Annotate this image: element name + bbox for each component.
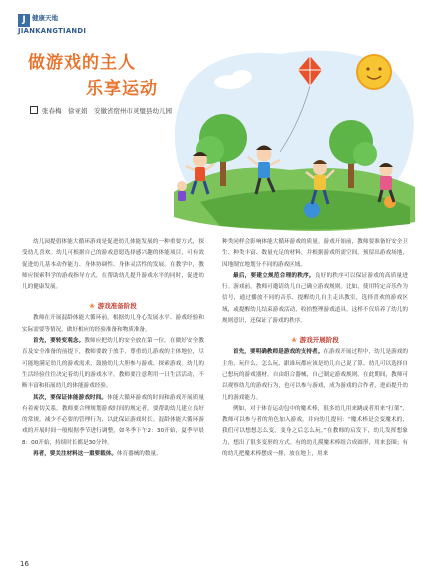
flower-icon: ❀: [291, 336, 297, 345]
byline: [30, 106, 172, 115]
right-column: [222, 237, 408, 460]
paragraph: 首先，要明确教师是游戏的支持者。在游戏开展过程中，幼儿是游戏的主角，玩什么、怎么玩、跟谁玩都应该是幼儿自己说了算。幼儿可以选择自己想玩的游戏器材，自由组合器械，自己制定游戏规则。在此期间，教师可以观察幼儿的游戏行为，也可以参与游戏，成为游戏的合作者，进而提升幼儿的游戏能力。: [222, 349, 408, 401]
paragraph: 首先，要转变观念。教师应把幼儿的安全放在第一位。在做好安全教育及安全准备的前提下，教师要敢于放手，尊重幼儿游戏的主体地位，尽可能地满足幼儿的游戏需求，鼓励幼儿大胆参与游戏、探索游戏。幼儿的生活经验往往决定着幼儿的游戏水平，教师要注意利用一日生活活动，不断丰富和拓展幼儿的体能游戏经验。: [22, 338, 204, 390]
byline-text: 张春梅 徐亚娟 安徽省宿州市灵璧县幼儿园: [42, 107, 172, 115]
column-badge: J: [18, 14, 30, 27]
paragraph: 例如，对于体育运动包中的魔术棒，很多幼儿用来跳或者用来“打架”，教师可以参与者的角色加入游戏，并向幼儿提问：“魔术棒是会变魔术的，我们可以想想怎么变，变身之后怎么玩。”在教师的启发下，幼儿发挥想象力，想出了很多变形的方式。有的幼儿摸魔术棒组合成圆形，用来套圈；有的幼儿把魔术棒摆成一排，放在地上，用来: [222, 405, 408, 458]
flower-icon: ❀: [89, 302, 95, 311]
paragraph: 其次，要保证体能游戏时间。体能大循环游戏的时间和游戏开展质量有着密切关系，教师要合理规划游戏时间的规定者，要帮助幼儿建立良好的常规，减少不必要的管理行为，以此保证游戏时长。混龄体能大循环游戏的开展时间一般根据季节进行调整，如冬季下午2：30开始，夏季早晨8：00开始，持续时长都是30分钟。: [22, 394, 204, 446]
paragraph: 教师在开展混龄体能大循环前，根据幼儿身心发展水平、游戏经验和实际需要等情况，做好相应的经验准备和物质准备。: [22, 315, 204, 333]
article-title-line1: 做游戏的主人: [28, 53, 136, 73]
article-title-line2: 乐享运动: [86, 79, 158, 99]
intro-paragraph: 幼儿园提倡体能大循环游戏是促进幼儿体能发展的一种重要方式，探受幼儿喜欢。幼儿可根据自己的游戏意愿选择感兴趣的体能项目，可有效促进幼儿基本动作能力、身体协调性、身体灵活性的发展。在教学中，教师应探索科学的游戏指导方式，在帮助幼儿提升游戏水平的同时，促进幼儿的健康发展。: [22, 239, 204, 291]
paragraph: 种类同样会影响体能大循环游戏的质量。游戏开始前，教师要准备好安全卫生、种类丰富、数量充足的材料，并根据游戏所需空间，预留出游戏场地，因地制宜地划分不同的游戏区域。: [222, 239, 408, 268]
column-name: 健康天地: [32, 14, 58, 22]
page-number: 16: [20, 560, 29, 568]
section-heading-implementation: ❀ 游戏开展阶段: [291, 336, 339, 345]
left-column: [22, 237, 204, 460]
byline-box-icon: [30, 106, 38, 114]
paragraph: 再者，要关注材料这一重要载体。体育器械的数量、: [33, 451, 162, 458]
paragraph: 最后，要建立规范合理的秩序。良好的秩序可以保证游戏的高质量进行。游戏前，教师可邀请幼儿自己确立游戏规则。比如，使用特定音乐作为信号，通过播放不同的音乐，提醒幼儿自主走出教室，选择喜欢的游戏区域，或提醒幼儿结束游戏活动，收拾整理游戏道具。这样不仅培养了幼儿的规则意识，还保证了游戏的秩序。: [222, 272, 408, 325]
column-name-pinyin: JIANKANGTIANDI: [18, 27, 87, 35]
section-heading-preparation: ❀ 游戏准备阶段: [89, 302, 137, 311]
kids-playing-illustration: [160, 42, 422, 234]
